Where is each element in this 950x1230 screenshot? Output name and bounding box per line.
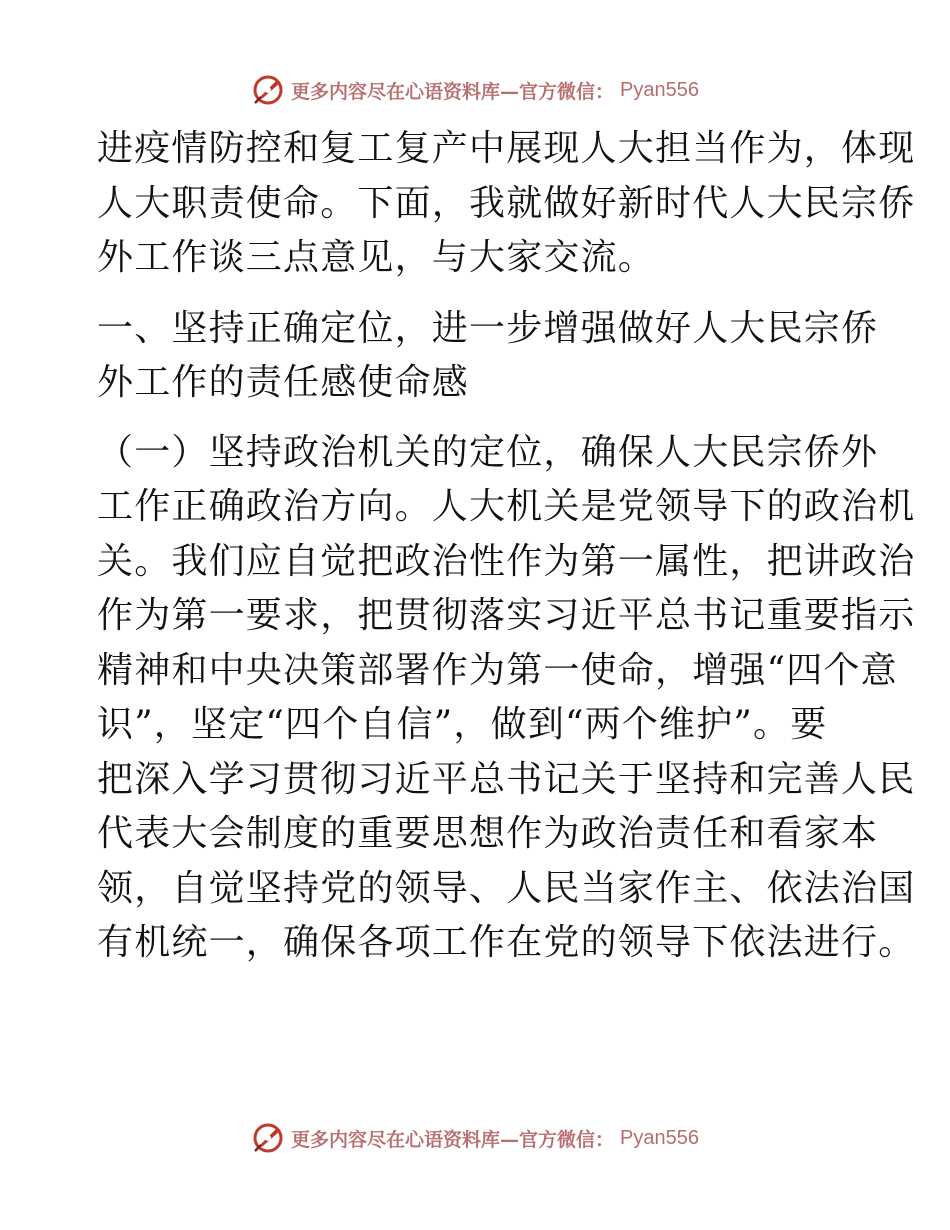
text-line: （一）坚持政治机关的定位，确保人大民宗侨外 <box>97 431 879 473</box>
feather-pen-logo-icon <box>251 1121 285 1155</box>
text-line: 精神和中央决策部署作为第一使命，增强“四个意 <box>97 649 898 691</box>
text-line: 外工作谈三点意见，与大家交流。 <box>97 237 656 278</box>
footer-banner-wechat-id: Pyan556 <box>620 1126 699 1149</box>
text-line: 代表大会制度的重要思想作为政治责任和看家本 <box>97 813 879 854</box>
text-line: 进疫情防控和复工复产中展现人大担当作为，体现 <box>97 128 916 169</box>
header-banner <box>0 70 950 110</box>
footer-banner-text: 更多内容尽在心语资料库—官方微信： <box>291 1128 615 1151</box>
text-line: 一、坚持正确定位，进一步增强做好人大民宗侨 <box>97 307 879 349</box>
text-line: 有机统一，确保各项工作在党的领导下依法进行。 <box>97 922 916 963</box>
section-heading-1 <box>97 302 879 411</box>
text-line: 外工作的责任感使命感 <box>97 362 470 403</box>
footer-banner <box>0 1118 950 1158</box>
header-banner-wechat-id: Pyan556 <box>620 78 699 101</box>
text-line: 识”，坚定“四个自信”，做到“两个维护”。要 <box>97 704 828 745</box>
text-line: 作为第一要求，把贯彻落实习近平总书记重要指示 <box>97 595 916 636</box>
text-line: 把深入学习贯彻习近平总书记关于坚持和完善人民 <box>97 758 916 800</box>
text-line: 人大职责使命。下面，我就做好新时代人大民宗侨 <box>97 182 916 224</box>
paragraph-intro <box>97 122 916 286</box>
text-line: 工作正确政治方向。人大机关是党领导下的政治机 <box>97 486 916 527</box>
text-line: 领，自觉坚持党的领导、人民当家作主、依法治国 <box>97 867 916 909</box>
header-banner-text: 更多内容尽在心语资料库—官方微信： <box>291 80 615 103</box>
text-line: 关。我们应自觉把政治性作为第一属性，把讲政治 <box>97 540 916 582</box>
feather-pen-logo-icon <box>251 73 285 107</box>
paragraph-subsection-1 <box>97 426 916 971</box>
document-body <box>97 122 916 971</box>
